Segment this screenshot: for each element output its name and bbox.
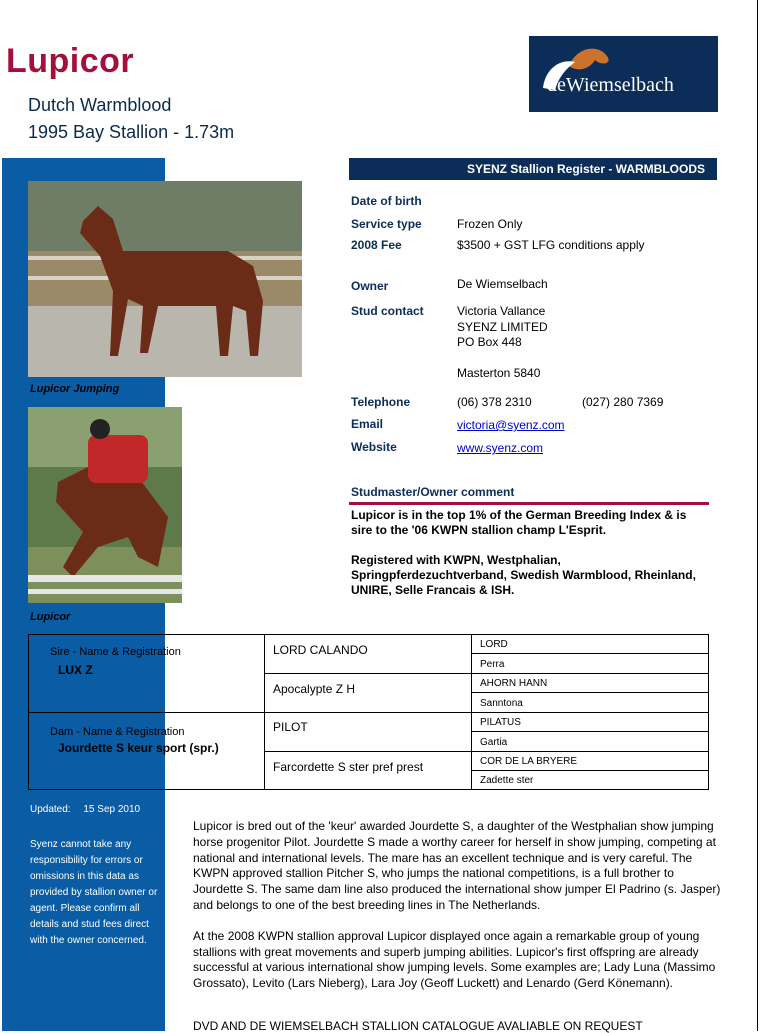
email-label: Email (351, 417, 384, 431)
disclaimer-text: Syenz cannot take any responsibility for errors or omissions in this data as provided by stallion owner or agent. Please confirm all details and stud fees direct with the owner concerned. (30, 839, 158, 946)
owner-label: Owner (351, 279, 389, 293)
sire-cell (29, 635, 265, 713)
stud-contact-line: Masterton 5840 (457, 366, 541, 380)
granddam-cell (265, 752, 472, 790)
logo-text: deWiemselbach (547, 74, 674, 96)
grandsire-cell (265, 635, 472, 674)
comment-heading: Studmaster/Owner comment (351, 485, 515, 499)
telephone-label: Telephone (351, 395, 411, 409)
stud-contact-line: Victoria Vallance (457, 304, 546, 318)
catalogue-notice: DVD AND DE WIEMSELBACH STALLION CATALOGUE AVALIABLE ON REQUEST (193, 1019, 643, 1033)
comment-paragraph: Registered with KWPN, Westphalian, Springpferdezuchtverband, Swedish Warmblood, Rheinland, UNIRE, Selle Francais & ISH. (351, 553, 696, 597)
pedigree-gen3-name: AHORN HANN (480, 678, 548, 689)
horse-jumping-photo (28, 407, 182, 603)
horse-description: 1995 Bay Stallion - 1.73m (28, 122, 235, 142)
pedigree-gen3-name: Sanntona (480, 698, 523, 709)
website-label: Website (351, 440, 397, 454)
comment-divider (349, 502, 709, 505)
pedigree-gen3-name: Gartia (480, 737, 508, 748)
pedigree-gen3-cell (472, 654, 708, 674)
pedigree-gen2-name: PILOT (273, 720, 308, 734)
telephone-mobile: (027) 280 7369 (582, 395, 664, 409)
dam-cell (29, 713, 265, 790)
page-right-border (757, 0, 758, 1031)
pedigree-gen2-name: Apocalypte Z H (273, 682, 356, 696)
updated-info (30, 804, 140, 815)
pedigree-gen2-name: LORD CALANDO (273, 643, 368, 657)
stud-contact-label: Stud contact (351, 304, 424, 318)
pedigree-gen3-cell (472, 752, 708, 771)
pedigree-gen3-name: LORD (480, 639, 508, 650)
stud-contact-line: SYENZ LIMITED (457, 320, 548, 334)
description-paragraph: Lupicor is bred out of the 'keur' awarded Jourdette S, a daughter of the Westphalian show jumping horse progenitor Pilot. Jourdette S made a worthy career for herself in show jumping, competing at national and international levels. The mare has an excellent technique and is very careful. The KWPN approved stallion Pitcher S, who jumps the national competitions, is a full brother to Jourdette S. The same dam line also produced the international show jumper El Padrino (s. Jasper) and belongs to one of the best breeding lines in The Netherlands. (193, 819, 721, 912)
pedigree-gen3-cell (472, 635, 708, 654)
pedigree-gen3-name: PILATUS (480, 717, 521, 728)
sire-label: Sire - Name & Registration (50, 646, 181, 658)
pedigree-gen3-cell (472, 771, 708, 790)
horse-conformation-photo (28, 181, 302, 377)
horse-name: Lupicor (6, 42, 135, 80)
description-body (193, 819, 723, 992)
photo-caption-jumping: Lupicor Jumping (30, 383, 120, 395)
sire-name: LUX Z (58, 663, 93, 677)
pedigree-gen3-name: Zadette ster (480, 775, 534, 786)
website-link[interactable]: www.syenz.com (457, 441, 544, 455)
updated-date: 15 Sep 2010 (83, 804, 141, 815)
owner-value: De Wiemselbach (457, 277, 548, 291)
dewiemselbach-logo (529, 36, 718, 112)
updated-label: Updated: (30, 804, 71, 815)
service-type-label: Service type (351, 217, 422, 231)
pedigree-gen3-cell (472, 713, 708, 732)
dam-label: Dam - Name & Registration (50, 726, 185, 738)
dob-label: Date of birth (351, 194, 422, 208)
pedigree-gen3-cell (472, 732, 708, 752)
description-paragraph: At the 2008 KWPN stallion approval Lupicor displayed once again a remarkable group of young stallions with great movements and superb jumping abilities. Lupicor's first offspring are already successful at various international show jumping levels. Some examples are; Lady Luna (Massimo Grossato), Levito (Lars Nieberg), Lara Joy (Geoff Luckett) and Lenardo (Gerd Könemann). (193, 928, 716, 991)
fee-value: $3500 + GST LFG conditions apply (457, 238, 645, 252)
comment-paragraph: Lupicor is in the top 1% of the German Breeding Index & is sire to the '06 KWPN stallion champ L'Esprit. (351, 508, 687, 537)
comment-body (351, 508, 711, 598)
photo-caption-lupicor: Lupicor (30, 611, 71, 623)
pedigree-gen3-name: COR DE LA BRYERE (480, 756, 578, 767)
service-type-value: Frozen Only (457, 217, 523, 231)
horse-breed: Dutch Warmblood (28, 95, 172, 115)
pedigree-table (28, 634, 709, 790)
register-header: SYENZ Stallion Register - WARMBLOODS (349, 158, 717, 180)
pedigree-gen2-name: Farcordette S ster pref prest (273, 760, 424, 774)
pedigree-gen3-cell (472, 674, 708, 693)
pedigree-gen3-name: Perra (480, 659, 505, 670)
pedigree-gen3-cell (472, 693, 708, 713)
grandsire-cell (265, 713, 472, 752)
telephone-primary: (06) 378 2310 (457, 395, 532, 409)
granddam-cell (265, 674, 472, 713)
stud-contact-line: PO Box 448 (457, 335, 522, 349)
email-link[interactable]: victoria@syenz.com (457, 418, 565, 432)
dam-name: Jourdette S keur sport (spr.) (58, 741, 219, 755)
fee-label: 2008 Fee (351, 238, 402, 252)
